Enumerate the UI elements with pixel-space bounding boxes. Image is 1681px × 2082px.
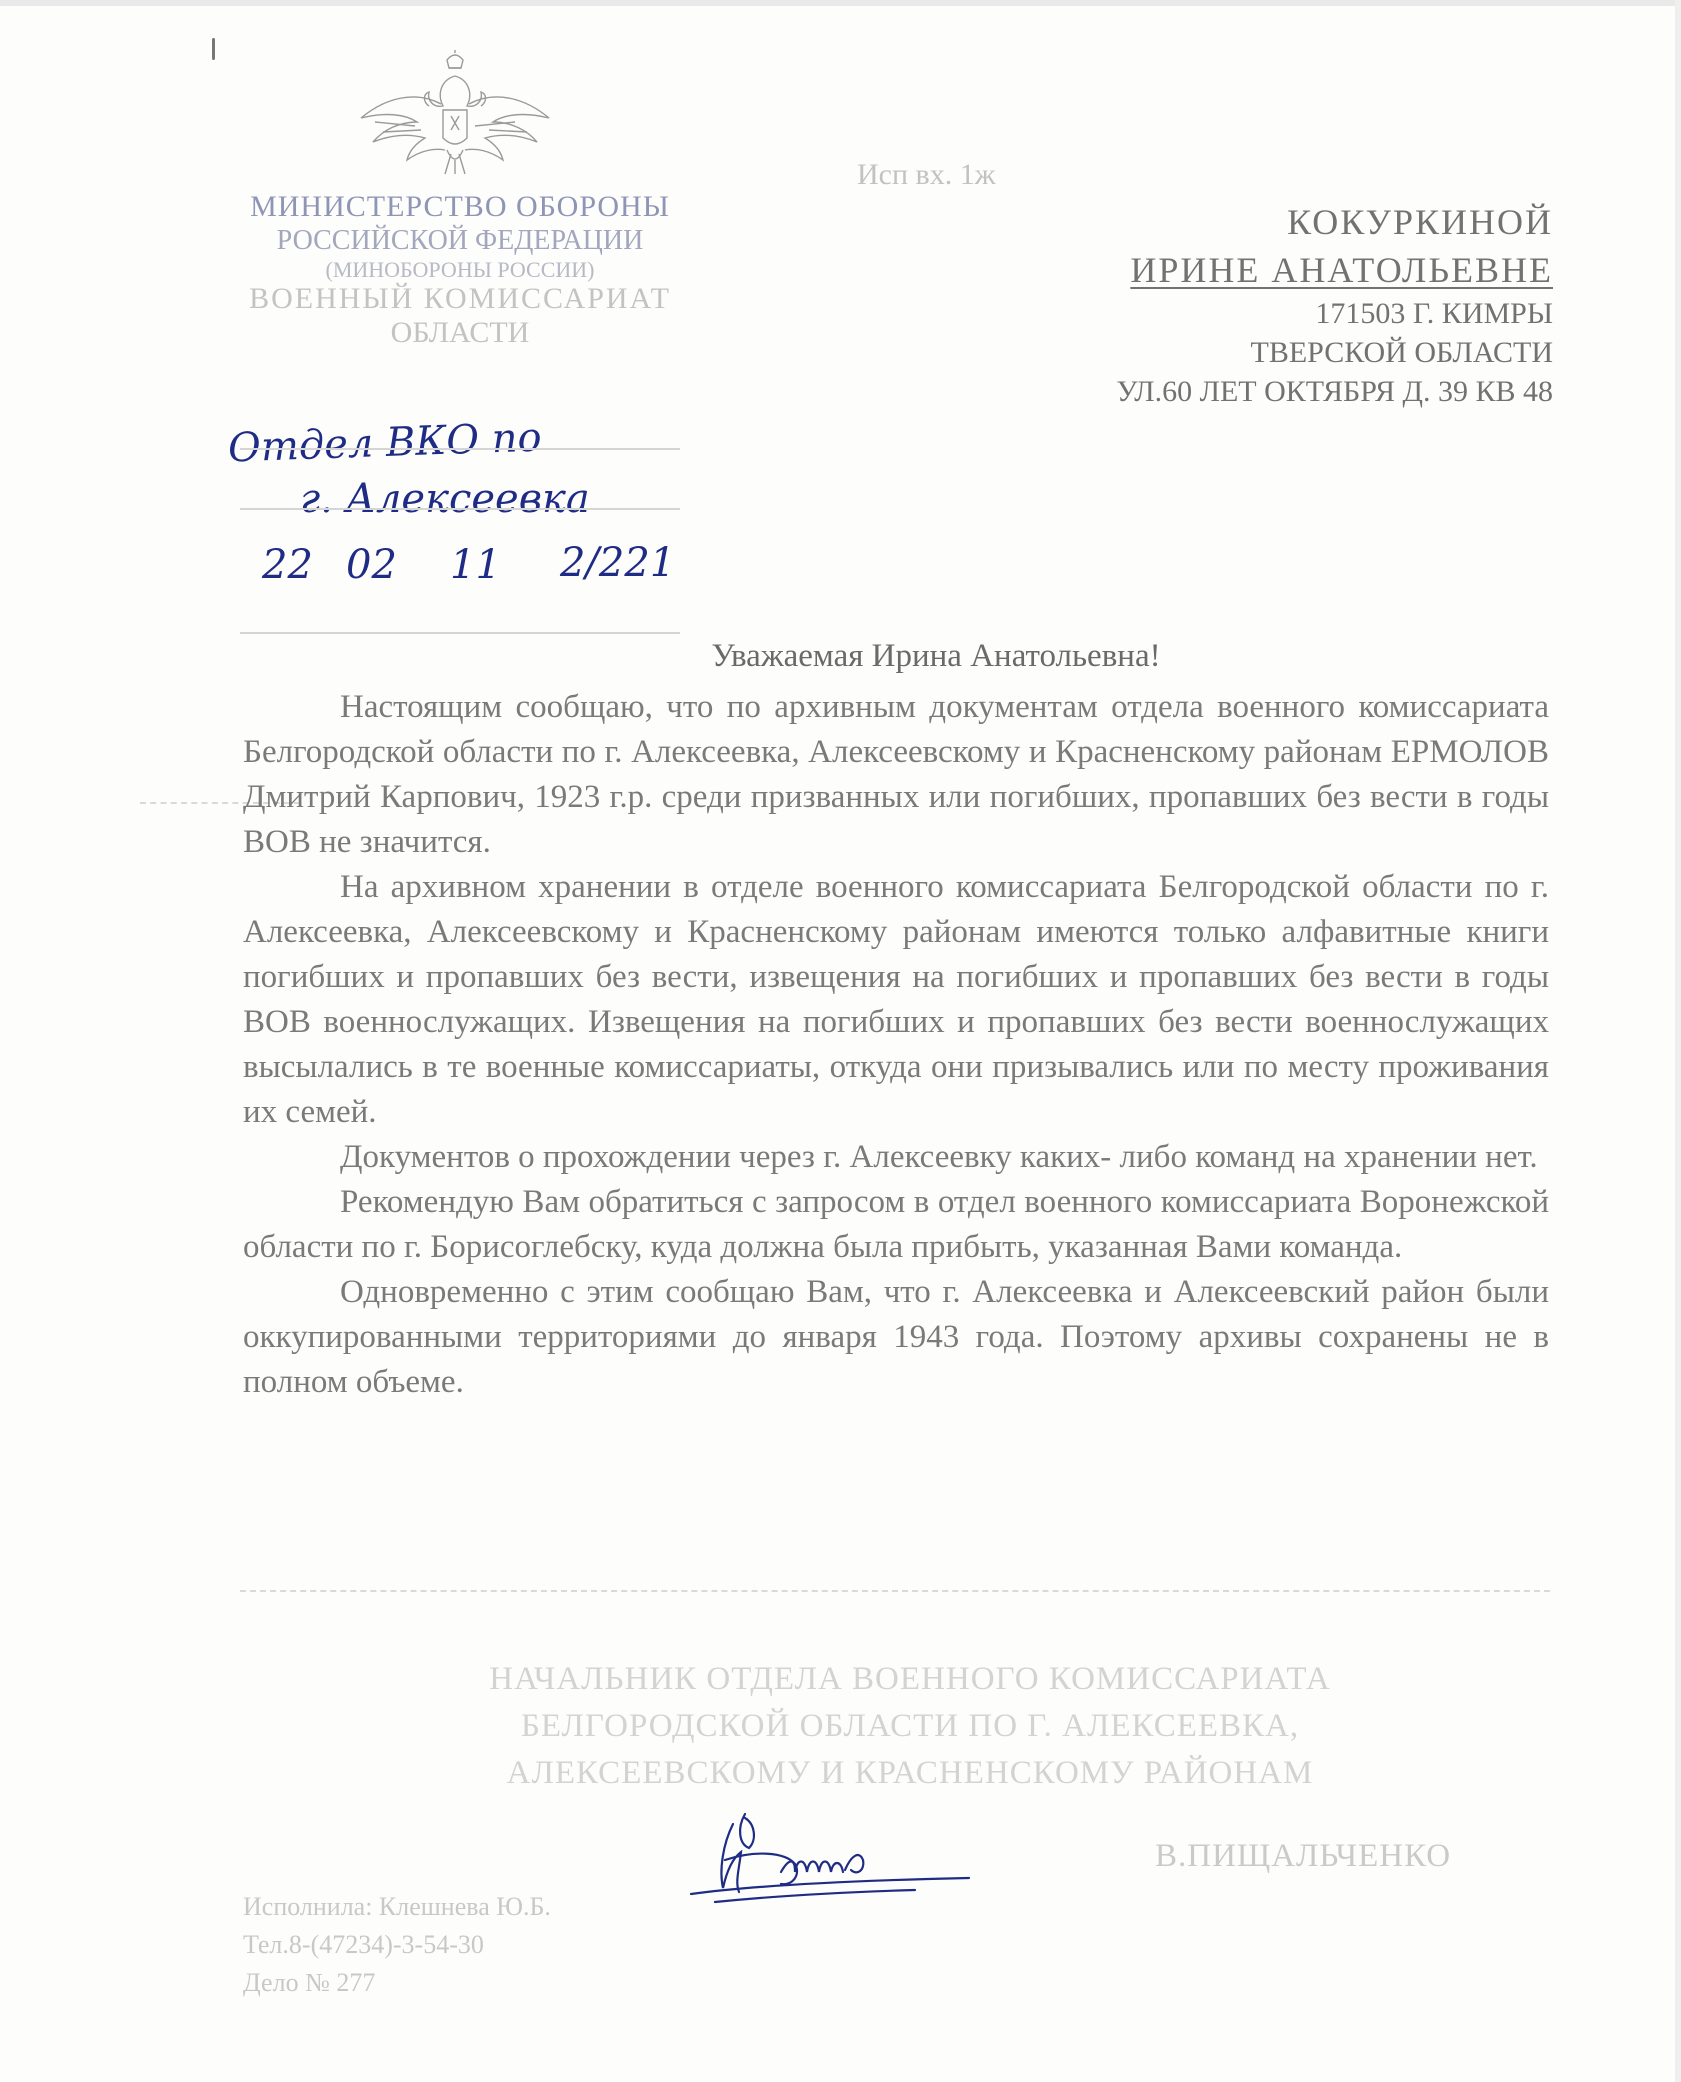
ministry-stamp	[240, 190, 680, 351]
salutation: Уважаемая Ирина Анатольевна!	[711, 638, 1161, 674]
stamp-line: ВОЕННЫЙ КОМИССАРИАТ	[249, 281, 671, 315]
signatory-title-line: НАЧАЛЬНИК ОТДЕЛА ВОЕННОГО КОМИССАРИАТА	[489, 1661, 1331, 1697]
stamp-line: ОБЛАСТИ	[390, 316, 530, 350]
addressee-name: ИРИНЕ АНАТОЛЬЕВНЕ	[1130, 250, 1553, 290]
scan-fold-line	[240, 1590, 1550, 1592]
handwritten-department: Отдел ВКО по	[227, 414, 543, 472]
letter-body	[243, 634, 1549, 1405]
addressee-city: 171503 Г. КИМРЫ	[1315, 297, 1553, 330]
form-line	[240, 508, 680, 510]
letter-paragraph: На архивном хранении в отделе военного комиссариата Белгородской области по г. Алексеевка, Алексеевскому и Красненскому районам имеются только алфавитные книги погибших и пропавших без вести, извещения на погибших и пропавших без вести в годы ВОВ военнослужащих. Извещения на погибших и пропавших без вести военнослужащих высылались в те военные комиссариаты, откуда они призывались или по месту проживания их семей.	[243, 869, 1549, 1130]
stamp-line: (МИНОБОРОНЫ РОССИИ)	[325, 256, 595, 282]
handwritten-date-month: 02	[346, 542, 397, 588]
handwritten-number: 2/221	[560, 540, 676, 586]
addressee-region: ТВЕРСКОЙ ОБЛАСТИ	[1250, 336, 1553, 369]
scan-edge-top	[0, 0, 1681, 6]
signatory-name: В.ПИЩАЛЬЧЕНКО	[1155, 1838, 1452, 1874]
stamp-line: РОССИЙСКОЙ ФЕДЕРАЦИИ	[276, 224, 644, 256]
form-line	[240, 448, 680, 450]
signatory-title	[360, 1656, 1460, 1797]
executor-block	[243, 1888, 551, 2002]
addressee-surname: КОКУРКИНОЙ	[1287, 202, 1553, 242]
executor-phone: Тел.8-(47234)-3-54-30	[243, 1930, 484, 1959]
scan-mark	[212, 38, 215, 60]
letter-paragraph: Одновременно с этим сообщаю Вам, что г. Алексеевка и Алексеевский район были оккупированными территориями до января 1943 года. Поэтому архивы сохранены не в полном объеме.	[243, 1274, 1549, 1400]
handwritten-date-year: 11	[450, 542, 501, 588]
letter-paragraph: Документов о прохождении через г. Алексеевку каких- либо команд на хранении нет.	[340, 1139, 1538, 1175]
stamp-line: МИНИСТЕРСТВО ОБОРОНЫ	[250, 190, 670, 223]
case-number: Дело № 277	[243, 1968, 376, 1997]
addressee-street: УЛ.60 ЛЕТ ОКТЯБРЯ Д. 39 КВ 48	[1116, 375, 1553, 408]
signatory-title-line: БЕЛГОРОДСКОЙ ОБЛАСТИ ПО Г. АЛЕКСЕЕВКА,	[520, 1708, 1300, 1744]
executor-name: Исполнила: Клешнева Ю.Б.	[243, 1892, 551, 1921]
handwritten-date-day: 22	[262, 542, 313, 588]
signatory-title-line: АЛЕКСЕЕВСКОМУ И КРАСНЕНСКОМУ РАЙОНАМ	[506, 1755, 1314, 1791]
eagle-emblem-icon	[355, 50, 555, 176]
addressee-block	[1116, 198, 1553, 411]
reference-line: Исп вх. 1ж	[857, 158, 996, 191]
handwritten-city: г. Алексеевка	[300, 476, 590, 522]
letter-paragraph: Настоящим сообщаю, что по архивным документам отдела военного комиссариата Белгородской области по г. Алексеевка, Алексеевскому и Красненскому районам ЕРМОЛОВ Дмитрий Карпович, 1923 г.р. среди призванных или погибших, пропавших без вести в годы ВОВ не значится.	[243, 689, 1549, 860]
handwritten-signature-icon	[685, 1800, 975, 1910]
scan-edge-right	[1675, 0, 1681, 2082]
letter-paragraph: Рекомендую Вам обратиться с запросом в отдел военного комиссариата Воронежской области по г. Борисоглебску, куда должна была прибыть, указанная Вами команда.	[243, 1184, 1549, 1265]
